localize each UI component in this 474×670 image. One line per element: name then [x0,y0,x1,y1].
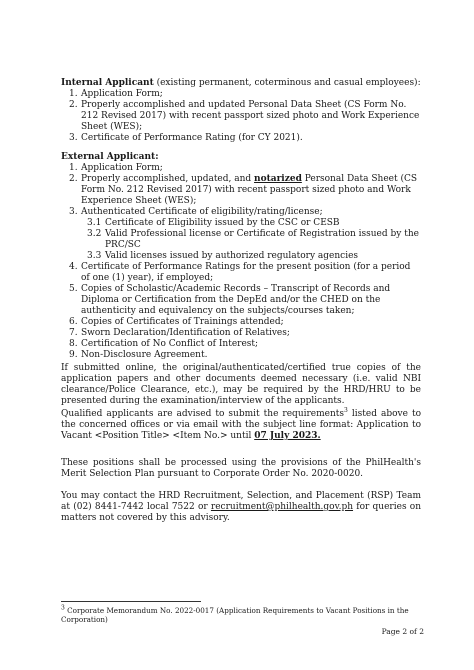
internal-heading-line [61,78,421,89]
list-item [61,133,421,144]
item-number: 3. [69,207,78,217]
item-text: Certificate of Performance Ratings for the present position (for a period of one (1) year), if employed; [81,262,411,283]
list-item [61,328,421,339]
sub-item-text: Valid licenses issued by authorized regulatory agencies [105,251,359,261]
deadline-date: 07 July 2023. [254,431,321,441]
contact-paragraph [61,491,421,524]
item-text: Properly accomplished and updated Personal Data Sheet (CS Form No. 212 Revised 2017) with recent passport sized photo and Work Experience Sheet (WES); [81,100,420,132]
footnote-ref: 3 [344,407,348,414]
item-number: 9. [69,350,78,360]
internal-heading-rest: (existing permanent, coterminous and casual employees): [153,78,421,88]
item-text: Certificate of Performance Rating (for CY 2021). [81,133,303,143]
internal-applicant-section [61,78,421,144]
external-heading: External Applicant: [61,152,159,162]
external-applicant-section [61,152,421,361]
footnote-text: Corporate Memorandum No. 2022-0017 (Application Requirements to Vacant Positions in the Corporation) [61,606,409,624]
item-number: 1. [69,163,78,173]
sub-list-item [61,218,421,229]
online-submission-paragraph: If submitted online, the original/authenticated/certified true copies of the application papers and other documents deemed necessary (i.e. valid NBI clearance/Police Clearance, etc.), may be required by the HRD/HRU to be presented during the examination/interview of the applicants. [61,363,421,406]
list-item [61,174,421,207]
item-text-pre: Properly accomplished, updated, and [81,174,255,184]
contact-text-post: for queries on matters not covered by this advisory. [61,502,422,523]
list-item [61,350,421,361]
sub-item-number: 3.2 [87,229,102,239]
submission-deadline-paragraph [61,409,421,442]
item-number: 8. [69,339,78,349]
item-text: Application Form; [81,89,163,99]
item-number: 6. [69,317,78,327]
sub-item-text: Certificate of Eligibility issued by the CSC or CESB [105,218,340,228]
contact-email-link[interactable]: recruitment@philhealth.gov.ph [210,502,354,512]
item-text-post: Personal Data Sheet (CS Form No. 212 Revised 2017) with recent passport sized photo and Work Experience Sheet (WES); [81,174,418,206]
item-number: 3. [69,133,78,143]
list-item [61,207,421,218]
submit-text-pre: Qualified applicants are advised to submit the requirements [61,409,345,419]
sub-item-number: 3.1 [87,218,102,228]
notarized-emphasis: notarized [254,174,302,184]
item-number: 5. [69,284,78,294]
sub-item-number: 3.3 [87,251,102,261]
sub-list-item [61,229,421,251]
list-item [61,89,421,100]
list-item [61,100,421,133]
internal-heading: Internal Applicant [61,78,154,88]
item-text: Sworn Declaration/Identification of Relatives; [81,328,290,338]
sub-item-text: Valid Professional license or Certificate of Registration issued by the PRC/SC [105,229,419,250]
item-text: Certification of No Conflict of Interest; [81,339,259,349]
item-text: Non-Disclosure Agreement. [81,350,208,360]
footnote-number: 3 [61,604,65,612]
item-text: Copies of Scholastic/Academic Records – Transcript of Records and Diploma or Certification from the DepEd and/or the CHED on the authenticity and equivalency on the subjects/courses taken; [81,284,391,316]
item-text: Authenticated Certificate of eligibility/rating/license; [81,207,323,217]
contact-text-pre: You may contact the HRD Recruitment, Selection, and Placement (RSP) Team at (02) 8441-7442 local 7522 or [61,491,421,512]
item-number: 1. [69,89,78,99]
list-item [61,262,421,284]
list-item [61,284,421,317]
submit-text-mid: listed above to the concerned offices or via email with the subject line format: Application to Vacant <Position Title> <Item No.> until [61,409,421,441]
sub-list-item [61,251,421,262]
list-item [61,339,421,350]
merit-selection-paragraph: These positions shall be processed using the provisions of the PhilHealth's Merit Selection Plan pursuant to Corporate Order No. 2020-0020. [61,458,421,479]
footnote [61,606,421,624]
item-text: Copies of Certificates of Trainings attended; [81,317,284,327]
list-item [61,163,421,174]
item-text: Application Form; [81,163,163,173]
list-item [61,317,421,328]
item-number: 7. [69,328,78,338]
item-number: 2. [69,174,78,184]
footnote-divider [61,601,201,602]
item-number: 4. [69,262,78,272]
item-number: 2. [69,100,78,110]
page-number: Page 2 of 2 [381,627,424,636]
